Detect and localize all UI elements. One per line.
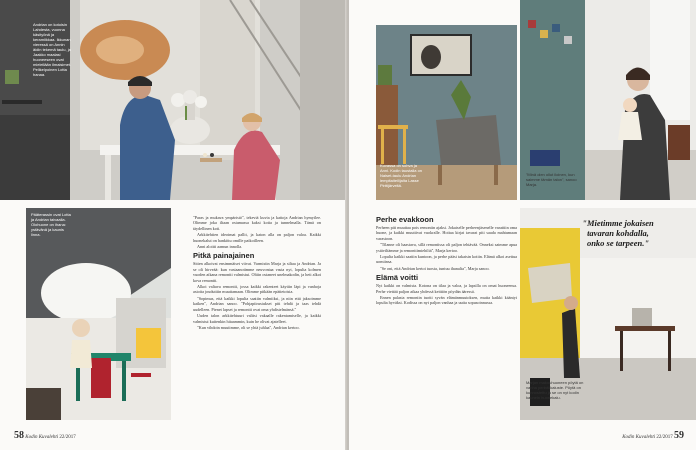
paragraph: "Kun vihdoin muutimme, oli se yhtä juhlaa", Andrian kertoo. — [197, 324, 300, 330]
page-number: 59 — [674, 430, 684, 441]
folio-left — [14, 430, 76, 441]
photo-caption-mid: Pääterassin ovat Lotta ja Andrian taivaalla. Olohuone on ihana: ystävänä ja kaunis linna. — [31, 212, 71, 237]
paragraph: Perheen piti muuttaa pois remontin ajaksi. Jokaiselle perheenjäsenelle varattiin oma huone, ja kaikki muuttivat vuokralle. Hoitaa kirjat tavarat piti saada mahtumaan varastoon. — [376, 225, 517, 241]
page-number: 58 — [14, 430, 24, 441]
section-heading: Perhe evakkoon — [376, 215, 434, 224]
left-page — [0, 0, 347, 450]
paragraph: "Sopimus, että kaikki lopulta saatiin valmiiksi, ja niin että jaksoimme kaiken", Andrian sanoo. "Pohjapiirustukset piti tehdä ja taas tehdä uudelleen. Pienet lapset ja remontti ovat oma yhdistelmänsä." — [193, 295, 321, 312]
paragraph: "Paras ja mukava ympäristö", tekeviä kuvia ja kattoja Andrian hymyilee. Olimme joka iltaan ostamassa kaksi kotia ja tunnelmalla. Tämä on täydellinen koti. — [193, 215, 321, 231]
photo-caption-top-right: "Minä olen ollut iloinen, kun saimme tämän talon", sanoo Marja. — [526, 172, 577, 187]
pull-quote: "Mietimme jokaisen tavaran kohdalla, onko se tarpeen." — [582, 218, 654, 248]
paragraph: "Se oni, että Andrian kertoi tuosta, tuntuu ihanalta", Marja sanoo. — [380, 265, 490, 271]
child-scene-image — [26, 208, 171, 420]
magazine-name: Kodin Kuvalehti — [622, 435, 656, 440]
photo-workspace — [520, 208, 696, 420]
photo-mother-child — [520, 0, 696, 200]
folio-right — [622, 430, 684, 441]
section-heading: Pitkä painajainen — [193, 251, 255, 261]
intro-paragraphs — [193, 215, 321, 249]
paragraph: Ennen palasta remontin tuotti syvän elämänmuutoksen, mutta kaikki kääntyi lopulta hyväksi. Kodissa on nyt paljon vanhaa ja uutta sopusoinnussa. — [376, 295, 517, 306]
right-page — [349, 0, 696, 450]
section-heading: Elämä voitti — [376, 273, 419, 283]
magazine-name: Kodin Kuvalehti — [25, 435, 59, 440]
paragraph: Uuden talon arkkitehtuuri valitsi vakaalle rakentamiselle, ja kaikki valmistui kuitenkin hitaammin, kuin he olivat ajatelleet. — [193, 313, 321, 324]
photo-family-kitchen — [0, 0, 347, 200]
body-paragraphs — [193, 261, 321, 330]
photo-caption-top-left: Kuvassa on sohva ja Anni. Kodin taustalla on Naiset-taulu Andrian lempitaiteilijalta Lasse Pirttijärveltä. — [380, 163, 423, 188]
right-text-column-a — [376, 213, 517, 427]
paragraph: "Tilanne oli haastava, sillä remontissa oli paljon tehtävää. Onneksi saimme apua ystäviltämme ja remonttimiehiltä", Marja kertoo. — [376, 242, 517, 253]
photo-child-table — [26, 208, 171, 420]
mother-child-image — [520, 0, 696, 200]
paragraph: Alkoi valtava remontti, jossa kaikki rakenteet käytiin läpi ja vanhoja asioita jouduttiin muuttamaan. Olimme pitkään epätietoisia. — [193, 284, 321, 295]
paragraph: Lopulta kaikki saatiin kuntoon, ja perhe pääsi takaisin kotiin. Elämä alkoi asettua uomiinsa. — [376, 254, 517, 265]
paragraph: Sitten alkoivat ensimmäiset viivat. Varmistin Marja ja siltaa ja Andrian. Ja se oli hirveää: kun vastaanotimme neuvontaa vasta nyt, lopulta kolmen vuoden aikana remontti valmistui. Oltiin ostaneet unelmakodin, ja heti alkoi kova remontti. — [193, 261, 321, 283]
paragraph: Arkkitehtien ideoimat pallit, ja katon alla on paljon valoa. Kaikki huonekalut on hankittu omille paikoilleen. — [193, 232, 321, 243]
paragraph: Anni aloitti aamun innolla. — [197, 244, 243, 250]
paragraph: Nyt kaikki on valmista. Kotona on tilaa ja valoa, ja lapsilla on omat huoneensa. Perhe viettää paljon aikaa yhdessä keittiön pöydän ääressä. — [376, 283, 517, 294]
photo-caption-top: Andrian on kotoisin Lahdesta, vuonna käsityönä ja keramiikkaa. Ikkunan vieressä on Annin äidin tekemä taulu, ja Jaakko maalasi huoneeseen ovat mielellään ilmaisimet. Pelikelpoinen Lotta hanaa. — [33, 22, 72, 77]
left-text-column — [193, 215, 321, 425]
photo-living-room — [376, 25, 517, 200]
issue-number: 22/2017 — [59, 435, 76, 440]
photo-caption-bottom-right: Marjan makuuhuoneen pöytä on vanha perintökaluste. Pöytä on kunnostettu ja se on nyt kodin kaunein huonekalu. — [526, 380, 584, 400]
issue-number: 22/2017 — [656, 435, 673, 440]
